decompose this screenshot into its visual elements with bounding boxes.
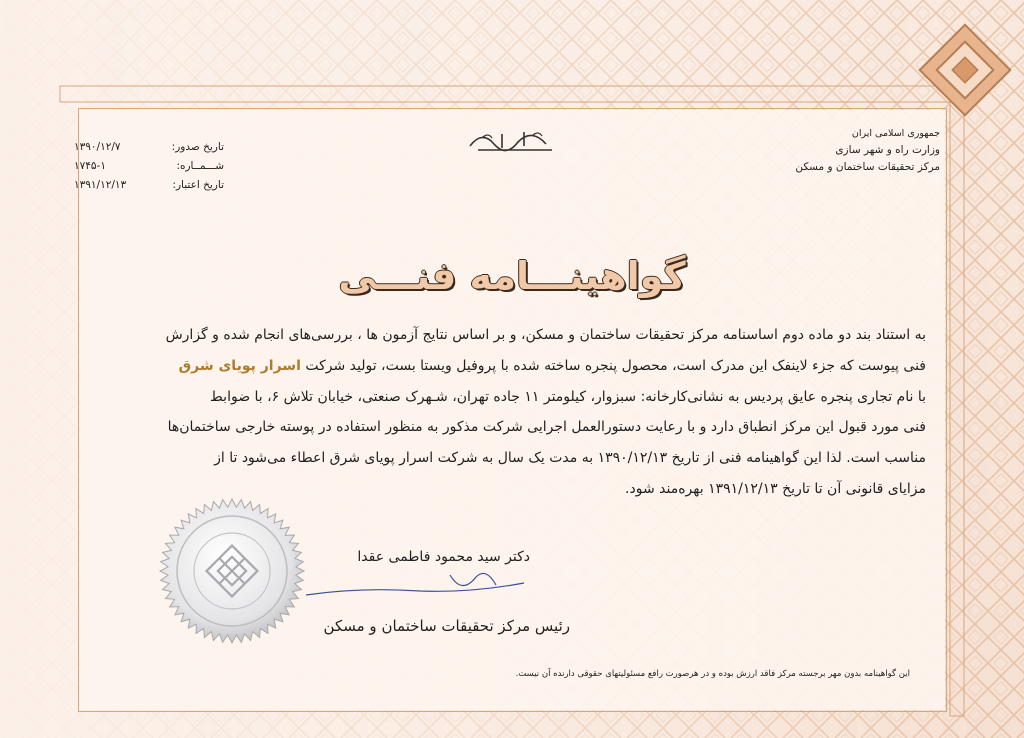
basmala-calligraphy xyxy=(462,124,562,158)
certificate-title: گواهینـــامه فنـــی xyxy=(338,254,686,298)
issue-info-block xyxy=(74,138,224,195)
certificate-body xyxy=(96,320,926,505)
number-row xyxy=(74,157,224,176)
company-name: اسرار پویای شرق xyxy=(178,357,301,374)
validity-date-label: تاریخ اعتبار: xyxy=(172,179,224,191)
body-line-6: مزایای قانونی آن تا تاریخ ۱۳۹۱/۱۲/۱۳ بهره‌مند شود. xyxy=(625,480,926,497)
issue-date-row xyxy=(74,138,224,157)
basmala-calligraphy-drawing xyxy=(462,124,562,158)
validity-date-value: ۱۳۹۱/۱۲/۱۳ xyxy=(74,179,127,191)
issue-date-label: تاریخ صدور: xyxy=(171,141,224,153)
body-line-3: با نام تجاری پنجره عایق پردیس به نشانی‌کارخانه: سبزوار، کیلومتر ۱۱ جاده تهران، شـهرک صنعتی، خیابان تلاش ۶، با ضوابط xyxy=(209,388,926,405)
signer-title: رئیس مرکز تحقیقات ساختمان و مسکن xyxy=(323,617,570,635)
org-country: جمهوری اسلامی ایران xyxy=(851,128,940,139)
body-line-1: به استناد بند دو ماده دوم اساسنامه مرکز تحقیقات ساختمان و مسکن، و بر اساس نتایج آزمون ها ، بررسی‌های انجام شده و گزارش xyxy=(165,327,926,343)
body-line-2-text: فنی پیوست که جزء لاینفک این مدرک است، محصول پنجره ساخته شده با پروفیل ویستا بست، تولید شرکت xyxy=(300,357,926,374)
signer-name: دکتر سید محمود فاطمی عقدا xyxy=(357,549,530,565)
body-line-5: مناسب است. لذا این گواهینامه فنی از تاریخ ۱۳۹۰/۱۲/۱۳ به مدت یک سال به شرکت اسرار پویای شرق اعطاء می‌شود تا از xyxy=(214,450,926,467)
footer-disclaimer: این گواهینامه بدون مهر برجسته مرکز فاقد ارزش بوده و در هرصورت رافع مسئولیتهای حقوقی دارنده آن نیست. xyxy=(515,669,910,679)
handwritten-signature xyxy=(300,565,530,605)
validity-date-row xyxy=(74,176,224,195)
issue-date-value: ۱۳۹۰/۱۲/۷ xyxy=(74,141,121,153)
org-ministry: وزارت راه و شهر سازی xyxy=(835,144,940,156)
organization-block xyxy=(740,125,940,176)
number-value: ۱۷۴۵-۱ xyxy=(74,160,106,172)
number-label: شـــمــاره: xyxy=(176,160,224,172)
org-center: مرکز تحقیقات ساختمان و مسکن xyxy=(795,161,940,173)
body-line-4: فنی مورد قبول این مرکز انطباق دارد و با رعایت دستورالعمل اجرایی شرکت مذکور به منظور استفاده در پوسته خارجی ساختمان‌ها xyxy=(167,419,926,436)
body-line-2 xyxy=(96,351,926,382)
